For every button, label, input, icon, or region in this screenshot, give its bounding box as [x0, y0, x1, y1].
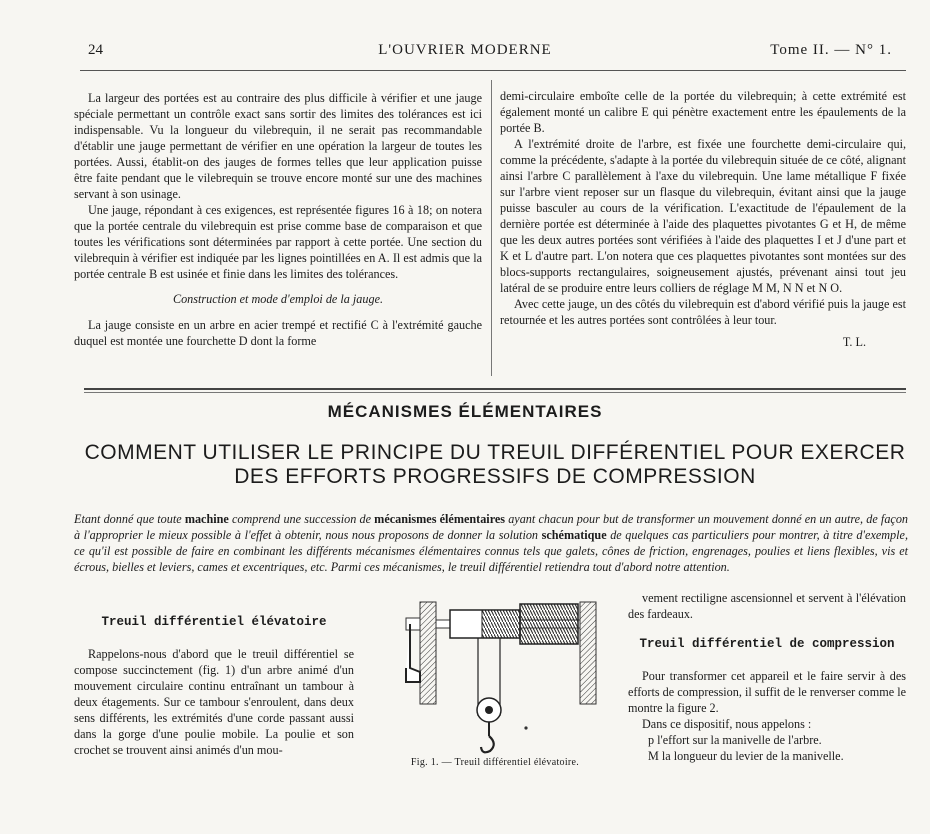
definition-p: p l'effort sur la manivelle de l'arbre. — [648, 733, 822, 747]
header-rule — [80, 70, 906, 71]
right-section — [628, 590, 906, 764]
paragraph: Une jauge, répondant à ces exigences, est représentée figures 16 à 18; on notera que la portée centrale du vilebrequin est prise comme base de comparaison et que toutes les vérifications sont déterminées par rapport à cette portée. Une section du vilebrequin à vérifier est indiquée par les lignes pointillées en A. Il est admis que la portée centrale B est usinée et finie dans les limites des tolérances. — [74, 203, 482, 281]
section-title: MÉCANISMES ÉLÉMENTAIRES — [327, 402, 603, 421]
article-column-left — [74, 90, 482, 349]
left-section — [74, 610, 354, 758]
column-divider — [491, 80, 492, 376]
section-rule — [84, 388, 906, 390]
paragraph: Avec cette jauge, un des côtés du vilebrequin est d'abord vérifié puis la jauge est retournée et les autres portées sont contrôlées à leur tour. — [500, 297, 906, 327]
section-heading: Treuil différentiel élévatoire — [101, 615, 327, 629]
definition-m: M la longueur du levier de la manivelle. — [648, 749, 844, 763]
subheading: Construction et mode d'emploi de la jauge. — [172, 292, 384, 306]
article-column-right — [500, 88, 906, 350]
paragraph: Rappelons-nous d'abord que le treuil différentiel se compose succinctement (fig. 1) d'un arbre animé d'un mouvement circulaire continu entraînant un tambour à deux étagements. Sur ce tambour s'enroulent, dans deux sens différents, les extrémités d'une corde passant aussi dans la gorge d'une poulie mobile. La poulie et son crochet se trouvent ainsi animés d'un mou- — [74, 647, 354, 757]
volume-issue: Tome II. — N° 1. — [770, 42, 892, 58]
winch-drawing — [380, 598, 610, 758]
article-intro: Etant donné que toute machine comprend une succession de mécanismes élémentaires ayant chacun pour but de transformer un mouvement donné en un autre, de façon à l'approprier le mieux possible à l'effet à obtenir, nous nous proposons de donner la solution schématique de quelques cas particuliers pour montrer, à titre d'exemple, ce qu'il est possible de faire en combinant les différents mécanismes élémentaires connus tels que galets, cônes de friction, engrenages, poulies et liens flexibles, vis et écrous, bielles et leviers, cames et excentriques, etc. Parmi ces mécanismes, le treuil différentiel retiendra tout d'abord notre attention. — [74, 512, 909, 574]
figure-caption: Fig. 1. — Treuil différentiel élévatoire. — [410, 757, 580, 768]
author-signature: T. L. — [842, 335, 866, 349]
section-rule-thin — [84, 392, 906, 393]
section-heading: Treuil différentiel de compression — [639, 637, 895, 651]
paragraph: A l'extrémité droite de l'arbre, est fixée une fourchette demi-circulaire qui, comme la précédente, s'adapte à la portée du vilebrequin située de ce côté, alignant ainsi l'arbre C parallèlement à l'axe du vilebrequin. Une lame métallique F fixée sur l'arbre vient reposer sur un flasque du vilebrequin, évitant ainsi que la jauge puisse basculer au cours de la vérification. L'exactitude de l'épaulement de la dernière portée est déterminée à l'aide des plaquettes pivotantes G et H, de même que les deux autres portées sont vérifiées à l'aide des plaquettes I et J d'une part et K et L d'autre part. L'on notera que ces plaquettes pivotantes sont montées sur des blocs-supports rectangulaires, soigneusement ajustés, prévenant ainsi tout jeu latéral de se produire entre leurs colliers de réglage M M, N N et N O. — [500, 137, 906, 295]
paragraph: Dans ce dispositif, nous appelons : — [642, 717, 812, 731]
paragraph: La jauge consiste en un arbre en acier trempé et rectifié C à l'extrémité gauche duquel est montée une fourchette D dont la forme — [74, 318, 482, 348]
page-number: 24 — [88, 42, 103, 58]
figure-differential-winch — [380, 598, 610, 758]
paragraph: vement rectiligne ascensionnel et servent à l'élévation des fardeaux. — [628, 591, 906, 621]
paragraph: La largeur des portées est au contraire des plus difficile à vérifier et une jauge spéciale permettant un contrôle exact sans sortir des limites des tolérances est ici indispensable. Vu la longueur du vilebrequin, il ne serait pas recommandable d'établir une jauge permettant de vérifier en une opération la largeur de toutes les portées. Aussi, établit-on des jauges de formes telles que leur application puisse être faite pendant que le vilebrequin se trouve encore monté sur une des machines servant à son usinage. — [74, 91, 482, 201]
journal-title: L'OUVRIER MODERNE — [378, 42, 552, 58]
page-header — [0, 42, 930, 64]
paragraph: Pour transformer cet appareil et le faire servir à des efforts de compression, il suffit de le renverser comme le montre la figure 2. — [628, 669, 906, 715]
paragraph: demi-circulaire emboîte celle de la portée du vilebrequin; à cette extrémité est également monté un calibre E qui pénètre exactement entre les épaulements de la portée B. — [500, 89, 906, 135]
article-headline: COMMENT UTILISER LE PRINCIPE DU TREUIL DIFFÉRENTIEL POUR EXERCER DES EFFORTS PROGRESSIFS DE COMPRESSION — [84, 441, 906, 488]
